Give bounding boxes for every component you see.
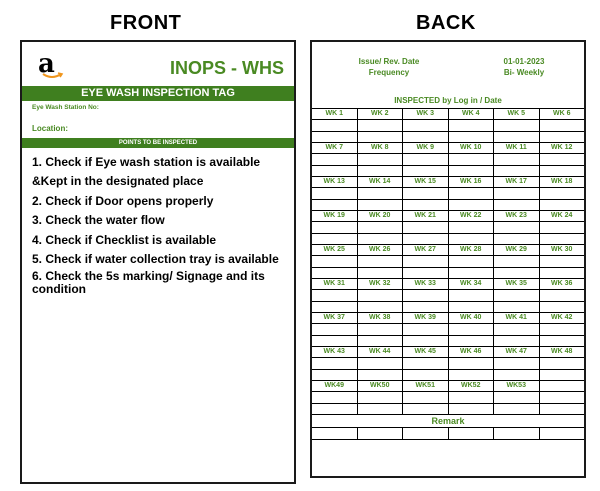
log-entry-cell[interactable] xyxy=(449,302,495,314)
week-label-cell: WK 2 xyxy=(358,109,404,120)
log-entry-cell[interactable] xyxy=(449,392,495,404)
week-label-cell: WK51 xyxy=(403,381,449,392)
week-label-cell: WK 48 xyxy=(540,347,585,358)
log-entry-cell[interactable] xyxy=(312,268,358,280)
week-label-row xyxy=(312,381,584,392)
log-entry-cell[interactable] xyxy=(540,324,585,336)
log-entry-cell[interactable] xyxy=(540,404,585,416)
week-label-cell xyxy=(540,381,585,392)
log-entry-cell[interactable] xyxy=(540,336,585,348)
entry-row xyxy=(312,302,584,314)
log-entry-cell[interactable] xyxy=(312,392,358,404)
log-entry-cell[interactable] xyxy=(312,370,358,382)
week-label-cell: WK 11 xyxy=(494,143,540,154)
week-label-cell: WK 25 xyxy=(312,245,358,256)
log-entry-cell[interactable] xyxy=(403,290,449,302)
log-entry-cell[interactable] xyxy=(358,154,404,166)
log-entry-cell[interactable] xyxy=(449,336,495,348)
remark-entry-cell[interactable] xyxy=(494,428,540,440)
week-label-cell: WK 8 xyxy=(358,143,404,154)
log-entry-cell[interactable] xyxy=(358,404,404,416)
week-label-cell: WK 36 xyxy=(540,279,585,290)
issue-date-value: 01-01-2023 xyxy=(503,57,545,66)
week-label-cell: WK 27 xyxy=(403,245,449,256)
log-entry-cell[interactable] xyxy=(449,370,495,382)
week-label-row xyxy=(312,245,584,256)
meta-labels xyxy=(344,56,434,78)
log-entry-cell[interactable] xyxy=(494,222,540,234)
check-item: 5. Check if water collection tray is available xyxy=(32,251,279,266)
week-label-cell: WK 18 xyxy=(540,177,585,188)
entry-row xyxy=(312,324,584,336)
entry-row xyxy=(312,370,584,382)
check-item: 1. Check if Eye wash station is available xyxy=(32,155,261,169)
log-entry-cell[interactable] xyxy=(540,132,585,144)
inspected-title: INSPECTED by Log in / Date xyxy=(394,96,502,105)
entry-row xyxy=(312,268,584,280)
week-label-cell: WK49 xyxy=(312,381,358,392)
frequency-value: Bi- Weekly xyxy=(503,68,545,77)
log-entry-cell[interactable] xyxy=(540,302,585,314)
log-entry-cell[interactable] xyxy=(449,200,495,212)
log-entry-cell[interactable] xyxy=(494,256,540,268)
entry-row xyxy=(312,392,584,404)
entry-row xyxy=(312,154,584,166)
log-entry-cell[interactable] xyxy=(312,188,358,200)
week-label-row xyxy=(312,143,584,154)
entry-row xyxy=(312,290,584,302)
log-entry-cell[interactable] xyxy=(494,392,540,404)
log-entry-cell[interactable] xyxy=(494,268,540,280)
log-entry-cell[interactable] xyxy=(449,166,495,178)
log-entry-cell[interactable] xyxy=(312,132,358,144)
week-label-cell: WK 4 xyxy=(449,109,495,120)
log-entry-cell[interactable] xyxy=(358,302,404,314)
log-entry-cell[interactable] xyxy=(403,268,449,280)
log-entry-cell[interactable] xyxy=(449,268,495,280)
log-entry-cell[interactable] xyxy=(403,154,449,166)
log-entry-cell[interactable] xyxy=(403,392,449,404)
front-heading: FRONT xyxy=(110,12,182,34)
check-item: 2. Check if Door opens properly xyxy=(32,193,214,208)
log-entry-cell[interactable] xyxy=(403,336,449,348)
log-entry-cell[interactable] xyxy=(540,290,585,302)
remark-entry-cell[interactable] xyxy=(540,428,585,440)
frequency-label: Frequency xyxy=(368,68,410,77)
week-label-cell: WK 3 xyxy=(403,109,449,120)
log-entry-cell[interactable] xyxy=(312,222,358,234)
log-entry-cell[interactable] xyxy=(358,336,404,348)
log-entry-cell[interactable] xyxy=(312,166,358,178)
log-entry-cell[interactable] xyxy=(358,268,404,280)
log-entry-cell[interactable] xyxy=(312,120,358,132)
remark-entry-cell[interactable] xyxy=(403,428,449,440)
week-label-cell: WK 6 xyxy=(540,109,585,120)
log-entry-cell[interactable] xyxy=(540,166,585,178)
week-label-cell: WK 22 xyxy=(449,211,495,222)
log-entry-cell[interactable] xyxy=(312,358,358,370)
week-label-cell: WK 42 xyxy=(540,313,585,324)
log-entry-cell[interactable] xyxy=(358,120,404,132)
week-label-cell: WK 19 xyxy=(312,211,358,222)
week-label-cell: WK 7 xyxy=(312,143,358,154)
front-tag xyxy=(20,40,296,484)
log-entry-cell[interactable] xyxy=(449,290,495,302)
back-heading: BACK xyxy=(416,12,476,34)
week-label-cell: WK 14 xyxy=(358,177,404,188)
log-entry-cell[interactable] xyxy=(540,268,585,280)
log-entry-cell[interactable] xyxy=(358,392,404,404)
week-label-cell: WK 39 xyxy=(403,313,449,324)
week-label-cell: WK 41 xyxy=(494,313,540,324)
log-entry-cell[interactable] xyxy=(494,370,540,382)
week-label-cell: WK 21 xyxy=(403,211,449,222)
week-label-cell: WK 23 xyxy=(494,211,540,222)
remark-entry-cell[interactable] xyxy=(449,428,495,440)
log-entry-cell[interactable] xyxy=(540,200,585,212)
entry-row xyxy=(312,256,584,268)
week-label-cell: WK 32 xyxy=(358,279,404,290)
log-entry-cell[interactable] xyxy=(540,222,585,234)
week-label-cell: WK 28 xyxy=(449,245,495,256)
remark-label: Remark xyxy=(312,415,584,428)
log-entry-cell[interactable] xyxy=(358,132,404,144)
smile-arrow-icon xyxy=(42,72,64,80)
week-label-cell: WK 1 xyxy=(312,109,358,120)
week-label-cell: WK52 xyxy=(449,381,495,392)
log-entry-cell[interactable] xyxy=(449,132,495,144)
log-entry-cell[interactable] xyxy=(403,234,449,246)
station-number-label: Eye Wash Station No: xyxy=(32,104,99,111)
log-entry-cell[interactable] xyxy=(494,234,540,246)
entry-row xyxy=(312,234,584,246)
issue-date-label: Issue/ Rev. Date xyxy=(358,57,420,66)
week-label-cell: WK 40 xyxy=(449,313,495,324)
log-entry-cell[interactable] xyxy=(494,120,540,132)
log-entry-cell[interactable] xyxy=(403,222,449,234)
week-label-row xyxy=(312,313,584,324)
log-entry-cell[interactable] xyxy=(403,324,449,336)
log-entry-cell[interactable] xyxy=(403,188,449,200)
check-item: 6. Check the 5s marking/ Signage and its condition xyxy=(32,269,265,297)
log-entry-cell[interactable] xyxy=(312,404,358,416)
back-tag xyxy=(310,40,586,478)
remark-entry-cell[interactable] xyxy=(312,428,358,440)
log-entry-cell[interactable] xyxy=(358,290,404,302)
log-entry-cell[interactable] xyxy=(494,154,540,166)
week-label-cell: WK 47 xyxy=(494,347,540,358)
week-label-cell: WK50 xyxy=(358,381,404,392)
log-entry-cell[interactable] xyxy=(312,256,358,268)
week-label-cell: WK 15 xyxy=(403,177,449,188)
log-entry-cell[interactable] xyxy=(449,154,495,166)
entry-row xyxy=(312,200,584,212)
log-entry-cell[interactable] xyxy=(449,188,495,200)
log-entry-cell[interactable] xyxy=(358,166,404,178)
remark-entry-row xyxy=(312,428,584,440)
log-entry-cell[interactable] xyxy=(358,188,404,200)
log-entry-cell[interactable] xyxy=(494,290,540,302)
week-label-cell: WK 20 xyxy=(358,211,404,222)
log-entry-cell[interactable] xyxy=(494,200,540,212)
check-list xyxy=(32,154,294,298)
week-label-row xyxy=(312,109,584,120)
log-entry-cell[interactable] xyxy=(403,120,449,132)
log-entry-cell[interactable] xyxy=(540,120,585,132)
week-label-cell: WK 31 xyxy=(312,279,358,290)
week-label-cell: WK 33 xyxy=(403,279,449,290)
week-label-cell: WK 34 xyxy=(449,279,495,290)
log-entry-cell[interactable] xyxy=(312,290,358,302)
log-entry-cell[interactable] xyxy=(540,154,585,166)
log-entry-cell[interactable] xyxy=(403,132,449,144)
week-label-row xyxy=(312,347,584,358)
tag-title: EYE WASH INSPECTION TAG xyxy=(22,86,294,101)
log-entry-cell[interactable] xyxy=(403,166,449,178)
logo-letter: a xyxy=(38,49,55,79)
log-entry-cell[interactable] xyxy=(494,404,540,416)
log-entry-cell[interactable] xyxy=(449,234,495,246)
check-item: &Kept in the designated place xyxy=(32,174,204,189)
log-entry-cell[interactable] xyxy=(449,256,495,268)
log-entry-cell[interactable] xyxy=(358,324,404,336)
log-entry-cell[interactable] xyxy=(312,336,358,348)
log-entry-cell[interactable] xyxy=(403,370,449,382)
log-entry-cell[interactable] xyxy=(358,222,404,234)
log-entry-cell[interactable] xyxy=(449,404,495,416)
week-label-cell: WK 44 xyxy=(358,347,404,358)
week-label-cell: WK 46 xyxy=(449,347,495,358)
week-label-cell: WK 38 xyxy=(358,313,404,324)
week-label-cell: WK 12 xyxy=(540,143,585,154)
entry-row xyxy=(312,222,584,234)
log-entry-cell[interactable] xyxy=(403,256,449,268)
log-entry-cell[interactable] xyxy=(358,370,404,382)
entry-row xyxy=(312,358,584,370)
log-entry-cell[interactable] xyxy=(494,302,540,314)
log-entry-cell[interactable] xyxy=(494,358,540,370)
week-label-cell: WK 43 xyxy=(312,347,358,358)
entry-row xyxy=(312,336,584,348)
log-entry-cell[interactable] xyxy=(449,324,495,336)
week-label-cell: WK 17 xyxy=(494,177,540,188)
entry-row xyxy=(312,188,584,200)
brand-title: INOPS - WHS xyxy=(169,58,284,78)
check-item: 3. Check the water flow xyxy=(32,213,165,228)
log-entry-cell[interactable] xyxy=(540,256,585,268)
location-label: Location: xyxy=(32,124,68,133)
week-label-cell: WK 10 xyxy=(449,143,495,154)
week-label-cell: WK 37 xyxy=(312,313,358,324)
check-item: 4. Check if Checklist is available xyxy=(32,232,217,247)
log-entry-cell[interactable] xyxy=(449,120,495,132)
log-entry-cell[interactable] xyxy=(540,370,585,382)
log-entry-cell[interactable] xyxy=(449,358,495,370)
log-entry-cell[interactable] xyxy=(540,234,585,246)
week-label-cell: WK 26 xyxy=(358,245,404,256)
log-entry-cell[interactable] xyxy=(403,404,449,416)
week-label-cell: WK 5 xyxy=(494,109,540,120)
week-log-grid xyxy=(312,108,584,440)
log-entry-cell[interactable] xyxy=(494,132,540,144)
log-entry-cell[interactable] xyxy=(494,324,540,336)
week-label-cell: WK 45 xyxy=(403,347,449,358)
week-label-cell: WK53 xyxy=(494,381,540,392)
log-entry-cell[interactable] xyxy=(312,200,358,212)
week-label-cell: WK 24 xyxy=(540,211,585,222)
log-entry-cell[interactable] xyxy=(358,256,404,268)
log-entry-cell[interactable] xyxy=(358,358,404,370)
log-entry-cell[interactable] xyxy=(312,324,358,336)
week-label-cell: WK 9 xyxy=(403,143,449,154)
log-entry-cell[interactable] xyxy=(494,188,540,200)
log-entry-cell[interactable] xyxy=(403,200,449,212)
points-title: POINTS TO BE INSPECTED xyxy=(22,138,294,148)
entry-row xyxy=(312,166,584,178)
log-entry-cell[interactable] xyxy=(312,302,358,314)
log-entry-cell[interactable] xyxy=(358,234,404,246)
log-entry-cell[interactable] xyxy=(358,200,404,212)
log-entry-cell[interactable] xyxy=(312,234,358,246)
log-entry-cell[interactable] xyxy=(403,358,449,370)
log-entry-cell[interactable] xyxy=(403,302,449,314)
week-label-row xyxy=(312,177,584,188)
remark-entry-cell[interactable] xyxy=(358,428,404,440)
entry-row xyxy=(312,404,584,416)
log-entry-cell[interactable] xyxy=(312,154,358,166)
log-entry-cell[interactable] xyxy=(449,222,495,234)
entry-row xyxy=(312,132,584,144)
log-entry-cell[interactable] xyxy=(494,336,540,348)
week-label-cell: WK 16 xyxy=(449,177,495,188)
week-label-cell: WK 29 xyxy=(494,245,540,256)
log-entry-cell[interactable] xyxy=(494,166,540,178)
log-entry-cell[interactable] xyxy=(540,188,585,200)
week-label-cell: WK 35 xyxy=(494,279,540,290)
meta-values xyxy=(492,56,556,78)
log-entry-cell[interactable] xyxy=(540,392,585,404)
week-label-cell: WK 30 xyxy=(540,245,585,256)
entry-row xyxy=(312,120,584,132)
log-entry-cell[interactable] xyxy=(540,358,585,370)
week-label-cell: WK 13 xyxy=(312,177,358,188)
amazon-logo xyxy=(38,49,66,82)
week-label-row xyxy=(312,279,584,290)
week-label-row xyxy=(312,211,584,222)
